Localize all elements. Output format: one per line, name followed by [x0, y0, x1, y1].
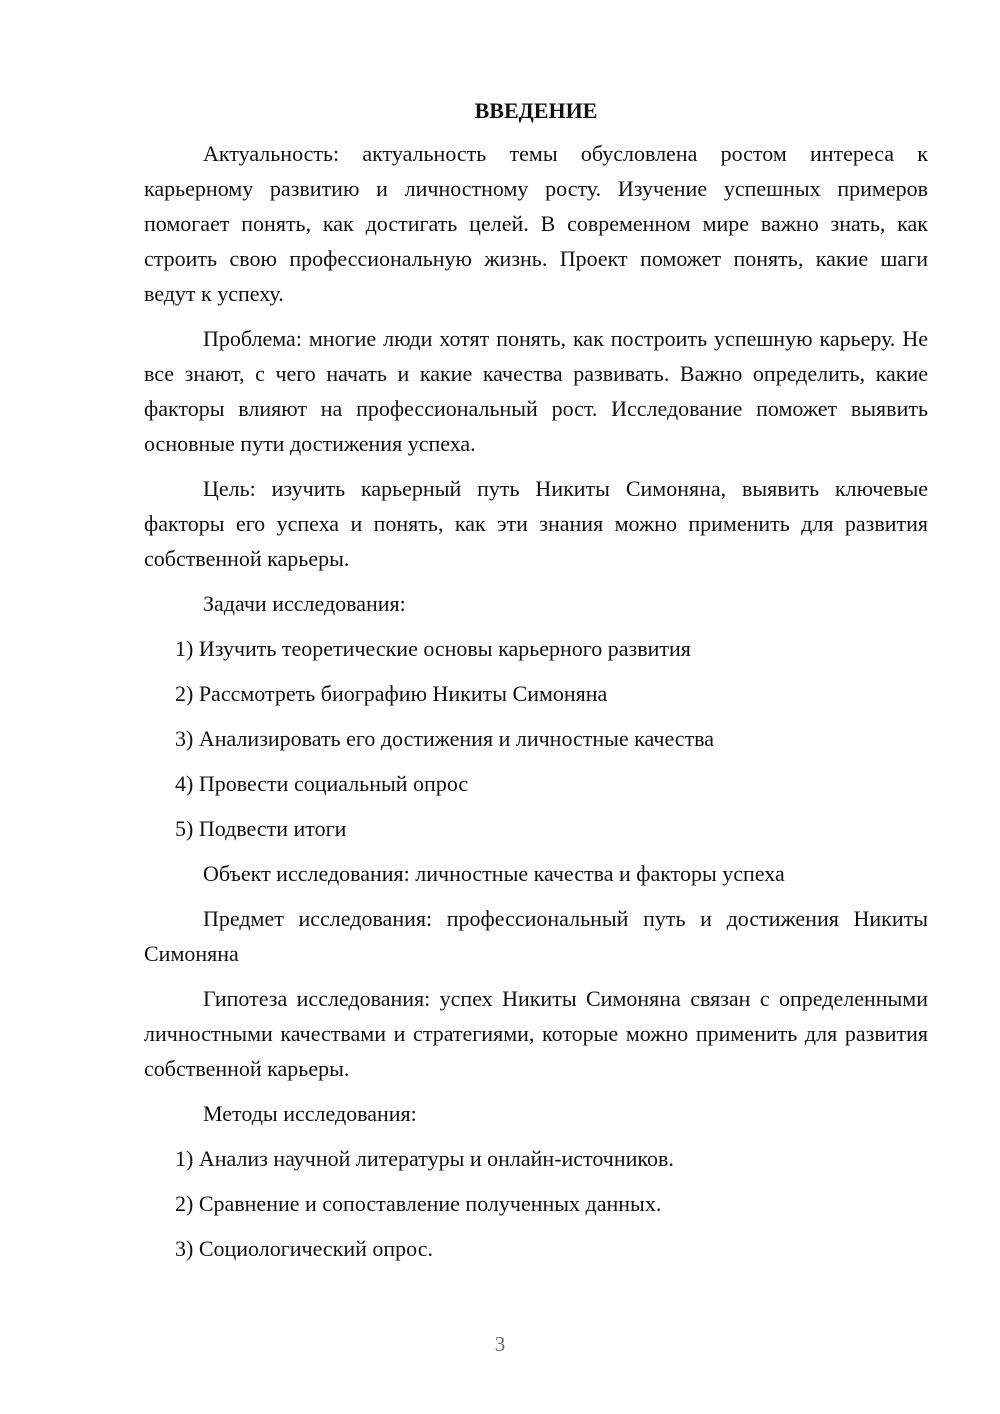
- list-item: 4) Провести социальный опрос: [175, 771, 469, 796]
- goal-paragraph: Цель: изучить карьерный путь Никиты Симоняна, выявить ключевые факторы его успеха и понять, как эти знания можно применить для развития собственной карьеры.: [144, 476, 928, 571]
- list-item: 1) Изучить теоретические основы карьерного развития: [175, 636, 691, 661]
- list-item: 2) Сравнение и сопоставление полученных данных.: [175, 1191, 662, 1216]
- tasks-list: [144, 631, 928, 846]
- section-title: ВВЕДЕНИЕ: [474, 98, 598, 123]
- tasks-heading: Задачи исследования:: [203, 591, 406, 616]
- problem-paragraph: Проблема: многие люди хотят понять, как построить успешную карьеру. Не все знают, с чего начать и какие качества развивать. Важно определить, какие факторы влияют на профессиональный рост. Исследование поможет выявить основные пути достижения успеха.: [144, 326, 928, 456]
- object-paragraph: Объект исследования: личностные качества и факторы успеха: [203, 861, 785, 886]
- methods-heading: Методы исследования:: [203, 1101, 417, 1126]
- list-item: 3) Анализировать его достижения и личностные качества: [175, 726, 715, 751]
- document-page: [144, 94, 928, 1276]
- hypothesis-paragraph: Гипотеза исследования: успех Никиты Симоняна связан с определенными личностными качествами и стратегиями, которые можно применить для развития собственной карьеры.: [144, 986, 928, 1081]
- page-number: 3: [494, 1332, 506, 1356]
- list-item: 1) Анализ научной литературы и онлайн-источников.: [175, 1146, 674, 1171]
- list-item: 2) Рассмотреть биографию Никиты Симоняна: [175, 681, 608, 706]
- subject-paragraph: Предмет исследования: профессиональный путь и достижения Никиты Симоняна: [144, 906, 928, 966]
- methods-list: [144, 1141, 928, 1266]
- list-item: 3) Социологический опрос.: [175, 1236, 433, 1261]
- list-item: 5) Подвести итоги: [175, 816, 347, 841]
- relevance-paragraph: Актуальность: актуальность темы обусловлена ростом интереса к карьерному развитию и личностному росту. Изучение успешных примеров помогает понять, как достигать целей. В современном мире важно знать, как строить свою профессиональную жизнь. Проект поможет понять, какие шаги ведут к успеху.: [144, 141, 928, 306]
